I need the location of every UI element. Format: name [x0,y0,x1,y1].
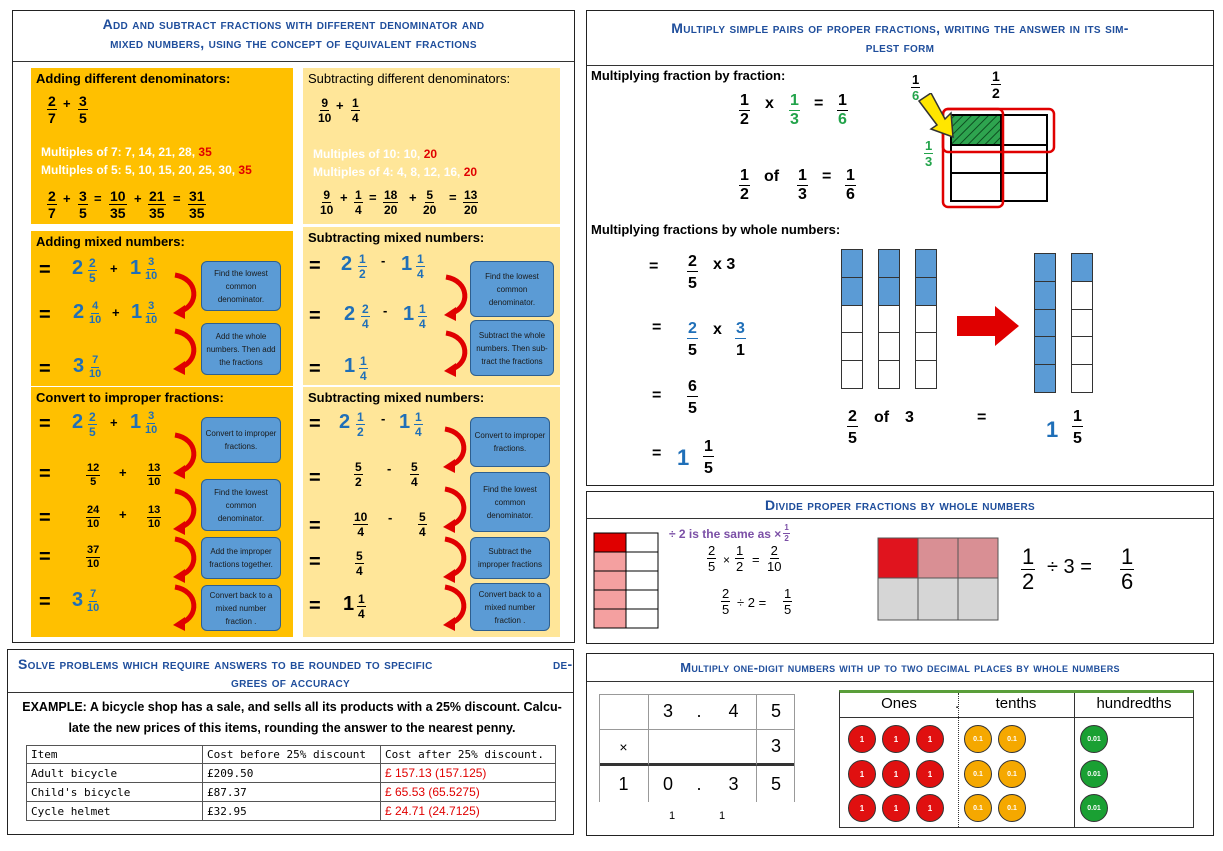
section-heading: Subtracting different denominators: [308,71,511,86]
grid-cell: 4 [711,694,757,730]
fraction: $\frac{1}{4}$ [419,302,426,331]
column-header-tenths: tenths [995,695,1037,712]
plus-sign: + [112,305,120,320]
whole-number: 1 [343,593,355,615]
division-sign: ÷ 2 = [737,595,767,610]
fraction: $\frac{2}{4}$ [362,302,369,331]
curved-arrow-icon [169,487,201,537]
fraction: $\frac{1}{5}$ [1073,408,1082,447]
place-value-counter: 1 [882,725,910,753]
fraction: $\frac{10}{35}$ [110,188,126,221]
plus-sign: + [409,190,417,205]
table-cell: £87.37 [203,783,381,802]
equals-sign: = [309,551,321,573]
fraction: $\frac{2}{5}$ [89,256,96,285]
discount-table [26,745,556,821]
column-header-ones: Ones [881,695,917,712]
place-value-counter: 1 [916,760,944,788]
note-box: Add the improper fractions together. [201,537,281,579]
fraction: $\frac{6}{5}$ [688,378,697,417]
fraction-bar [915,249,937,389]
grid-cell [599,694,649,730]
fraction: $\frac{13}{10}$ [148,504,161,530]
equals-sign: = [977,409,987,426]
equals-sign: = [652,387,662,404]
place-value-counter: 1 [848,794,876,822]
fraction: $\frac{2}{10}$ [767,543,782,574]
fraction: $\frac{9}{10}$ [318,96,332,125]
curved-arrow-icon [439,485,471,535]
place-value-counter: 0.01 [1080,725,1108,753]
fraction: $\frac{2}{7}$ [48,188,56,221]
equals-sign: = [309,358,321,380]
curved-arrow-icon [439,583,471,633]
fraction: $\frac{31}{35}$ [189,188,205,221]
whole-number: 3 [73,355,85,377]
note-box: Convert back to a mixed number fraction . [201,585,281,631]
division-grid-diagram [593,532,659,630]
plus-sign: + [336,98,344,113]
fraction: $\frac{1}{4}$ [352,96,359,125]
place-value-counter: 1 [848,760,876,788]
equals-sign: = [309,467,321,489]
note-box: Find the lowest common denominator. [201,479,281,531]
whole-number: 1 [677,445,690,470]
panel-rounding-problems [7,649,574,835]
place-value-counter: 0.1 [998,794,1026,822]
table-header: Cost after 25% discount. [381,746,556,764]
fraction-one-half: $\frac{1}{2}$ [992,68,1000,101]
same-as-note: ÷ 2 is the same as × $\frac{1}{2}$ [669,523,789,543]
plus-sign: + [110,415,118,430]
fraction: $\frac{9}{10}$ [320,188,334,217]
division-area-diagram [877,537,999,622]
carry-digit: 1 [719,810,726,822]
panel-multiply-fractions [586,10,1214,486]
fraction: $\frac{7}{10}$ [89,354,102,380]
divider [1074,693,1075,827]
fraction: $\frac{2}{5}$ [688,320,697,359]
times-sign: x [765,95,774,112]
fraction: $\frac{2}{5}$ [688,253,697,292]
panel-divide-fractions [586,491,1214,644]
fraction: $\frac{2}{7}$ [48,93,56,126]
multiples-of-7: Multiples of 7: 7, 14, 21, 28, 35 [41,145,212,159]
grid-cell: 0 [662,773,673,794]
equals-sign: = [39,463,51,485]
panel-title-line2: grees of accuracy [231,674,350,690]
fraction: $\frac{5}{4}$ [356,549,363,578]
grid-cell: . [687,694,711,730]
table-cell: £ 157.13 (157.125) [381,764,556,783]
fraction: $\frac{1}{6}$ [838,92,847,128]
decimal-point: . [955,695,960,712]
divider [587,681,1213,682]
section-subtracting-mixed-numbers-improper [303,387,560,637]
subheading: Multiplying fraction by fraction: [591,68,786,83]
divider [958,693,959,827]
fraction: $\frac{2}{5}$ [722,586,730,617]
multiples-of-5: Multiples of 5: 5, 10, 15, 20, 25, 30, 35 [41,163,252,177]
multiples-of-10: Multiples of 10: 10, 20 [313,147,438,161]
whole-number: 1 [403,303,415,325]
fraction: $\frac{1}{2}$ [736,543,744,574]
note-box: Convert to improper fractions. [201,417,281,463]
fraction: $\frac{1}{4}$ [355,188,362,217]
fraction: $\frac{1}{6}$ [846,167,855,203]
fraction: $\frac{3}{5}$ [79,188,87,221]
table-cell: £32.95 [203,802,381,821]
column-header-hundredths: hundredths [1096,695,1172,712]
equals-sign: = [39,507,51,529]
note-box: Subtract the whole numbers. Then sub-tract the fractions [470,320,554,376]
place-value-counter: 0.1 [964,794,992,822]
note-box: Find the lowest common denominator. [470,472,550,532]
note-box: Convert back to a mixed number fraction . [470,583,550,631]
whole-number: 2 [72,257,84,279]
section-heading: Adding mixed numbers: [36,234,185,249]
place-value-counter: 1 [882,760,910,788]
table-row [27,764,556,783]
section-adding-different-denominators [31,68,293,224]
table-cell: Child's bicycle [27,783,203,802]
equals-sign: = [649,258,659,275]
note-box: Convert to improper fractions. [470,417,550,467]
divider [587,65,1213,66]
equals-sign: = [39,304,51,326]
grid-cell: 3 [711,766,757,802]
fraction: $\frac{1}{4}$ [417,252,424,281]
fraction-bar [878,249,900,389]
minus-sign: - [381,253,386,268]
equals-sign: = [39,259,51,281]
fraction: $\frac{5}{4}$ [419,510,426,539]
section-heading: Subtracting mixed numbers: [308,230,485,245]
table-cell: £209.50 [203,764,381,783]
fraction: $\frac{1}{6}$ [1121,544,1134,594]
fraction-one-third: $\frac{1}{3}$ [925,138,933,169]
fraction: $\frac{3}{10}$ [145,300,158,326]
place-value-counter: 1 [916,794,944,822]
grid-cell: 3 [757,730,795,766]
fraction: $\frac{18}{20}$ [384,188,398,217]
grid-cell: . [696,773,702,794]
curved-arrow-icon [169,535,201,585]
table-row [27,802,556,821]
times-sign: × [723,553,731,567]
equals-sign: = [309,305,321,327]
equals-sign: = [449,190,457,205]
divider [587,518,1213,519]
fraction: $\frac{2}{5}$ [848,408,857,447]
multiples-of-4: Multiples of 4: 4, 8, 12, 16, 20 [313,165,478,179]
panel-title: Multiply one-digit numbers with up to two decimal places by whole numbers [680,660,1120,675]
panel-title-line2: mixed numbers, using the concept of equivalent fractions [110,35,477,51]
section-convert-improper [31,387,293,637]
fraction: $\frac{7}{10}$ [87,588,100,614]
place-value-counter: 0.1 [998,725,1026,753]
fraction: $\frac{24}{10}$ [87,504,100,530]
whole-number: 2 [344,303,356,325]
place-value-counter: 0.1 [998,760,1026,788]
curved-arrow-icon [169,271,201,321]
equals-sign: = [309,595,321,617]
place-value-counter: 0.01 [1080,794,1108,822]
table-row [27,783,556,802]
curved-arrow-icon [169,583,201,633]
equals-sign: = [39,358,51,380]
equals-sign: = [309,413,321,435]
table-header: Cost before 25% discount [203,746,381,764]
curved-arrow-icon [439,425,471,475]
fraction-bar [1034,253,1056,393]
note-box: Subtract the improper fractions [470,537,550,579]
section-adding-mixed-numbers [31,231,293,386]
curved-arrow-icon [169,431,201,481]
fraction-one-sixth: $\frac{1}{6}$ [912,72,920,103]
grid-cell: 5 [770,773,781,794]
fraction: $\frac{5}{2}$ [355,460,362,489]
place-value-counter: 1 [916,725,944,753]
whole-number: 2 [73,301,85,323]
section-heading: Adding different denominators: [36,71,231,86]
fraction: $\frac{1}{2}$ [359,252,366,281]
fraction: $\frac{1}{3}$ [790,92,799,128]
fraction: $\frac{1}{2}$ [1022,544,1035,594]
place-value-counter: 1 [848,725,876,753]
curved-arrow-icon [169,327,201,377]
division-sign: ÷ 3 = [1047,556,1092,578]
subheading: Multiplying fractions by whole numbers: [591,222,841,237]
grid-cell: 3 [649,694,687,730]
fraction-grid-diagram [917,93,1057,213]
equals-sign: = [814,95,824,112]
section-subtracting-mixed-numbers [303,227,560,385]
equals-sign: = [309,255,321,277]
plus-sign: + [63,191,71,206]
equals-sign: = [39,546,51,568]
minus-sign: - [381,411,386,426]
equals-sign: = [173,191,181,206]
fraction-bar [1071,253,1093,393]
table-cell: Cycle helmet [27,802,203,821]
whole-number: 1 [130,411,142,433]
whole-number: 3 [905,409,914,426]
fraction: $\frac{4}{10}$ [89,300,102,326]
plus-sign: + [119,507,127,522]
table-cell: £ 24.71 (24.7125) [381,802,556,821]
fraction: $\frac{1}{3}$ [798,167,807,203]
grid-cell [687,730,711,766]
section-heading: Subtracting mixed numbers: [308,390,485,405]
whole-number: 2 [339,411,351,433]
fraction: $\frac{12}{5}$ [87,462,100,488]
grid-cell: 5 [757,694,795,730]
grid-cell: 1 [599,766,649,802]
plus-sign: + [134,191,142,206]
table-header: Item [27,746,203,764]
fraction: $\frac{10}{4}$ [354,510,368,539]
example-text: EXAMPLE: A bicycle shop has a sale, and sells all its products with a 25% discount. Calcu-late the new prices of this items, rounding the answer to the nearest penny. [22,700,562,735]
grid-cell [711,730,757,766]
panel-title-line1: Multiply simple pairs of proper fractions, writing the answer in its sim- [671,20,1129,36]
place-value-chart [839,690,1194,828]
column-multiplication [599,694,795,809]
fraction: $\frac{2}{5}$ [89,410,96,439]
fraction-bar [841,249,863,389]
equals-sign: = [39,591,51,613]
panel-title-line1: Add and subtract fractions with different denominator and [102,16,485,32]
grid-cell [649,730,687,766]
panel-multiply-decimals [586,653,1214,836]
minus-sign: - [383,303,388,318]
equals-sign: = [369,190,377,205]
fraction: $\frac{37}{10}$ [87,544,100,570]
equals-sign: = [309,515,321,537]
of-word: of [874,409,890,426]
section-heading: Convert to improper fractions: [36,390,224,405]
fraction: $\frac{3}{1}$ [736,320,745,359]
equals-sign: = [752,552,760,567]
plus-sign: + [110,261,118,276]
fraction: $\frac{3}{10}$ [145,256,158,282]
table-cell: Adult bicycle [27,764,203,783]
fraction: $\frac{1}{2}$ [357,410,364,439]
equals-sign: = [94,191,102,206]
fraction: $\frac{5}{4}$ [411,460,418,489]
fraction: $\frac{3}{10}$ [145,410,158,436]
fraction: $\frac{13}{20}$ [464,188,478,217]
place-value-counter: 0.01 [1080,760,1108,788]
whole-number: 2 [72,411,84,433]
fraction: $\frac{5}{20}$ [423,188,437,217]
divider [8,692,573,693]
grid-cell: × [599,730,649,766]
fraction: $\frac{1}{5}$ [784,586,792,617]
equals-sign: = [822,168,832,185]
minus-sign: - [388,510,393,525]
fraction: $\frac{1}{2}$ [740,167,749,203]
times-sign: x [713,321,722,338]
equals-sign: = [39,413,51,435]
panel-title: Divide proper fractions by whole numbers [765,497,1035,513]
whole-number: 1 [399,411,411,433]
whole-number: 3 [72,589,84,611]
carry-digit: 1 [669,810,676,822]
times-sign: x 3 [713,256,736,273]
fraction: $\frac{3}{5}$ [79,93,87,126]
panel-title-line2: plest form [865,39,935,55]
fraction: $\frac{21}{35}$ [149,188,165,221]
whole-number: 1 [130,257,142,279]
curved-arrow-icon [439,535,471,585]
note-box: Add the whole numbers. Then add the fractions [201,323,281,375]
whole-number: 1 [401,253,413,275]
fraction: $\frac{13}{10}$ [148,462,161,488]
of-word: of [764,168,780,185]
fraction: $\frac{2}{5}$ [708,543,716,574]
panel-title-line1: Solve problems which require answers to be rounded to specific de- [18,656,573,672]
whole-number: 1 [344,355,356,377]
divider [840,717,1193,718]
place-value-counter: 0.1 [964,725,992,753]
fraction: $\frac{1}{4}$ [415,410,422,439]
minus-sign: - [387,461,392,476]
section-subtracting-different-denominators [303,68,560,224]
curved-arrow-icon [440,273,472,323]
plus-sign: + [340,190,348,205]
fraction: $\frac{1}{4}$ [358,592,365,621]
fraction: $\frac{1}{2}$ [740,92,749,128]
fraction: $\frac{1}{5}$ [704,438,713,477]
plus-sign: + [63,96,71,111]
whole-number: 1 [131,301,143,323]
plus-sign: + [119,465,127,480]
whole-number: 1 [1046,417,1059,442]
panel-add-subtract-fractions [12,10,575,643]
equals-sign: = [652,445,662,462]
right-arrow-icon [957,306,1019,346]
place-value-counter: 1 [882,794,910,822]
divider [13,61,574,62]
equals-sign: = [652,319,662,336]
whole-number: 2 [341,253,353,275]
note-box: Find the lowest common denominator. [470,261,554,317]
curved-arrow-icon [440,329,472,379]
fraction: $\frac{1}{4}$ [360,354,367,383]
note-box: Find the lowest common denominator. [201,261,281,311]
table-cell: £ 65.53 (65.5275) [381,783,556,802]
place-value-counter: 0.1 [964,760,992,788]
